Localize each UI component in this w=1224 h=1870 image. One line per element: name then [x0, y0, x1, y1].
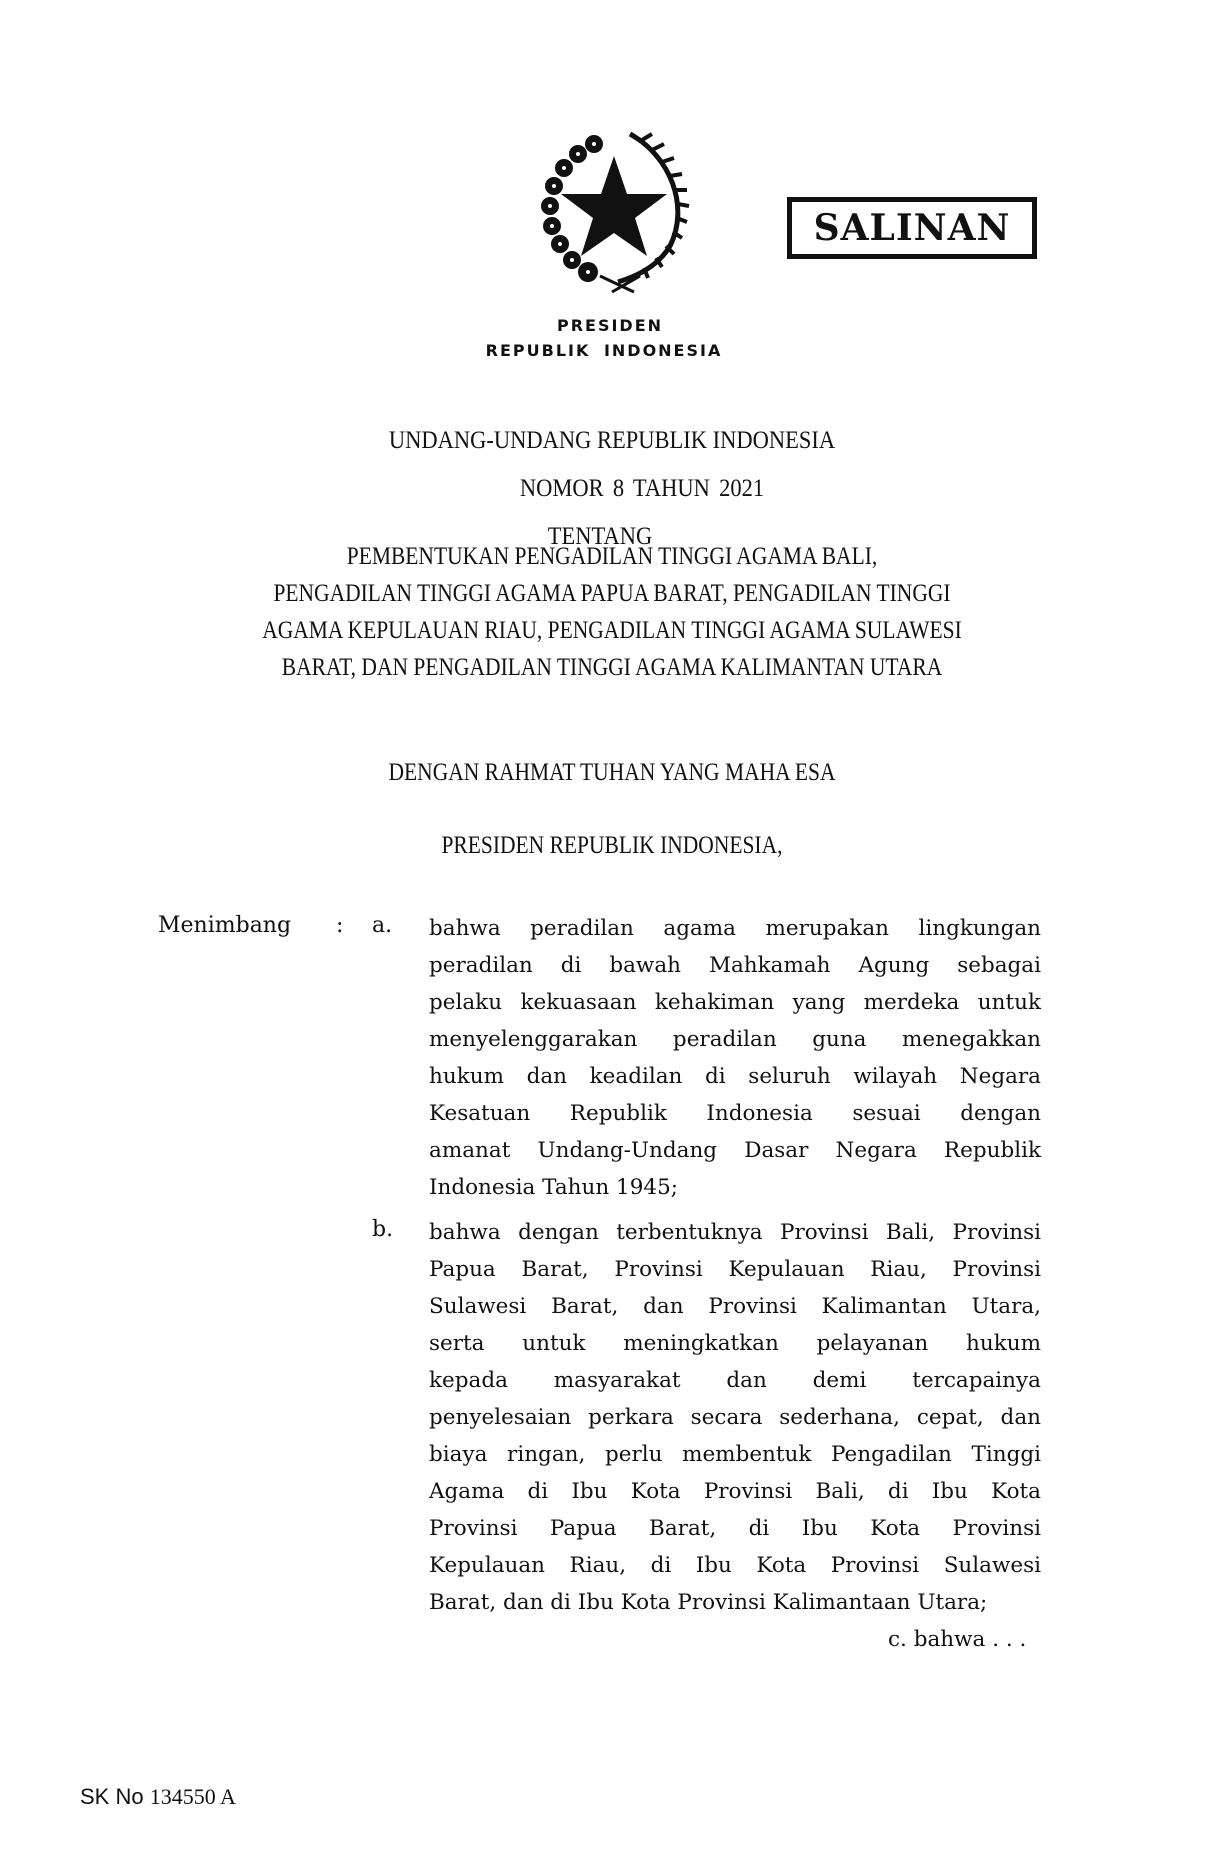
- tentang-heading: TENTANG: [547, 523, 653, 550]
- page-continuation: c. bahwa . . .: [888, 1627, 1027, 1652]
- item-b-line: Sulawesi Barat, dan Provinsi Kalimantan Utara,: [429, 1294, 1041, 1319]
- salinan-stamp: [787, 197, 1037, 259]
- invocation-heading: DENGAN RAHMAT TUHAN YANG MAHA ESA: [388, 759, 836, 786]
- considering-colon: :: [336, 913, 344, 938]
- item-b-line: Kepulauan Riau, di Ibu Kota Provinsi Sulawesi: [429, 1553, 1041, 1578]
- item-b-line: serta untuk meningkatkan pelayanan hukum: [429, 1331, 1041, 1356]
- item-b-line: kepada masyarakat dan demi tercapainya: [429, 1368, 1041, 1393]
- item-a-line: Indonesia Tahun 1945;: [429, 1175, 679, 1200]
- org-line-republik: REPUBLIK INDONESIA: [485, 341, 723, 360]
- item-a-line: bahwa peradilan agama merupakan lingkungan: [429, 916, 1041, 941]
- item-b-marker: b.: [372, 1217, 394, 1242]
- item-a-line: peradilan di bawah Mahkamah Agung sebagai: [429, 953, 1041, 978]
- sk-number: [80, 1784, 236, 1810]
- subject-line-3: AGAMA KEPULAUAN RIAU, PENGADILAN TINGGI AGAMA SULAWESI: [262, 617, 962, 644]
- org-line-presiden: PRESIDEN: [556, 316, 664, 335]
- law-type-heading: UNDANG-UNDANG REPUBLIK INDONESIA: [388, 427, 836, 454]
- subject-line-2: PENGADILAN TINGGI AGAMA PAPUA BARAT, PENGADILAN TINGGI: [273, 580, 951, 607]
- sk-value: 134550 A: [149, 1784, 236, 1809]
- subject-line-4: BARAT, DAN PENGADILAN TINGGI AGAMA KALIMANTAN UTARA: [281, 654, 943, 681]
- item-a-text: [429, 910, 1041, 1206]
- item-b-line: Papua Barat, Provinsi Kepulauan Riau, Provinsi: [429, 1257, 1041, 1282]
- item-b-line: Agama di Ibu Kota Provinsi Bali, di Ibu Kota: [429, 1479, 1041, 1504]
- item-a-line: menyelenggarakan peradilan guna menegakkan: [429, 1027, 1041, 1052]
- item-b-line: penyelesaian perkara secara sederhana, cepat, dan: [429, 1405, 1041, 1430]
- item-b-line: biaya ringan, perlu membentuk Pengadilan Tinggi: [429, 1442, 1041, 1467]
- item-b-line: Provinsi Papua Barat, di Ibu Kota Provinsi: [429, 1516, 1041, 1541]
- item-b-line: Barat, dan di Ibu Kota Provinsi Kalimantaan Utara;: [429, 1590, 988, 1615]
- item-a-line: Kesatuan Republik Indonesia sesuai dengan: [429, 1101, 1041, 1126]
- subject-line-1: PEMBENTUKAN PENGADILAN TINGGI AGAMA BALI,: [346, 543, 878, 570]
- enactor-heading: PRESIDEN REPUBLIK INDONESIA,: [441, 832, 783, 859]
- item-a-line: hukum dan keadilan di seluruh wilayah Negara: [429, 1064, 1041, 1089]
- item-a-line: pelaku kekuasaan kehakiman yang merdeka untuk: [429, 990, 1041, 1015]
- salinan-label: SALINAN: [813, 207, 1011, 249]
- law-number-heading: NOMOR 8 TAHUN 2021: [519, 475, 765, 502]
- considering-label: Menimbang: [158, 913, 292, 938]
- item-a-line: amanat Undang-Undang Dasar Negara Republik: [429, 1138, 1041, 1163]
- item-b-text: [429, 1214, 1041, 1621]
- item-b-line: bahwa dengan terbentuknya Provinsi Bali, Provinsi: [429, 1220, 1041, 1245]
- presidential-emblem-icon: [530, 126, 698, 294]
- item-a-marker: a.: [372, 913, 393, 938]
- sk-label: SK No: [80, 1784, 144, 1809]
